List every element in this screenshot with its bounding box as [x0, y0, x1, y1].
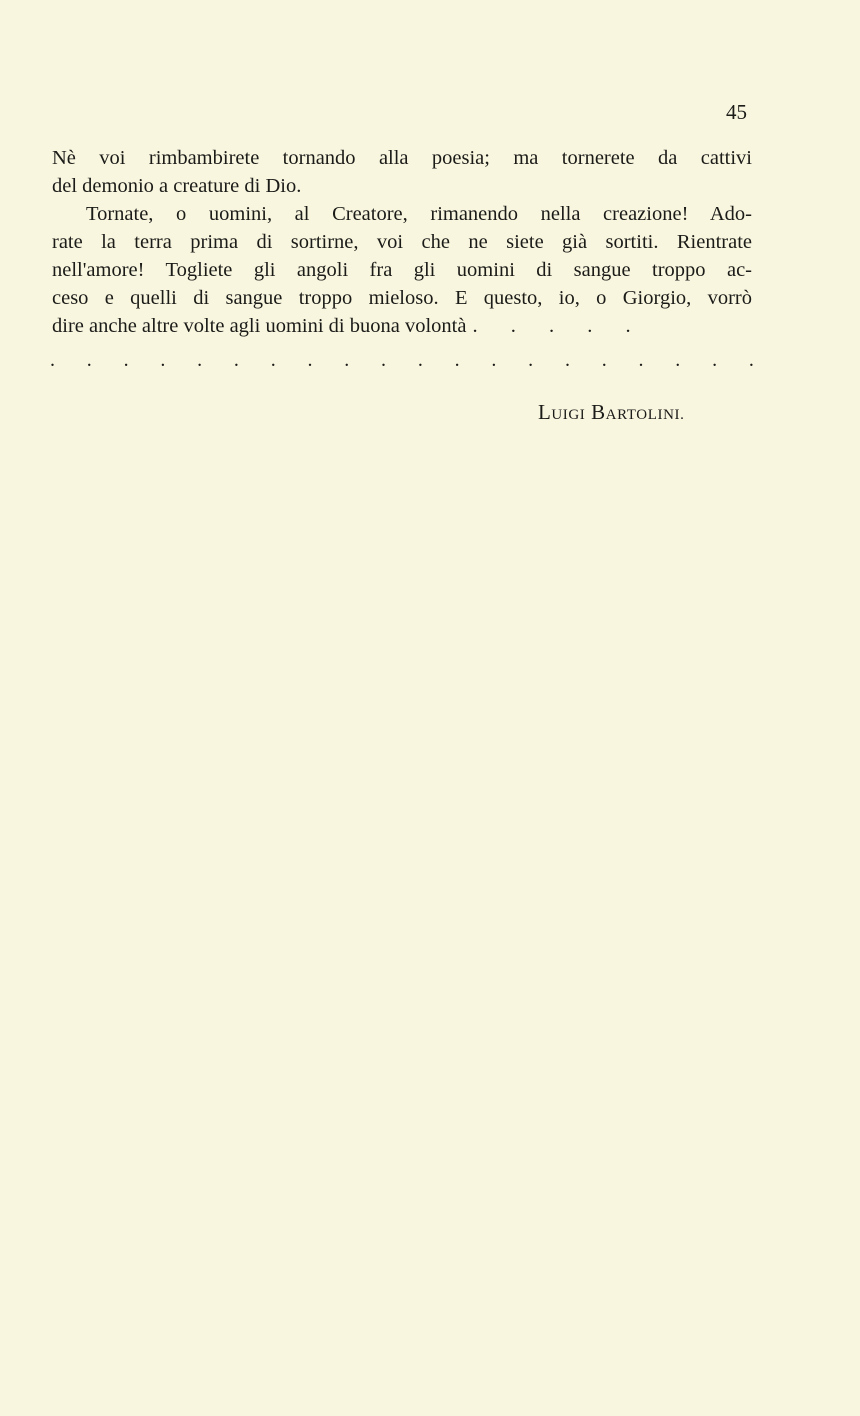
text-line: del demonio a creature di Dio.	[52, 175, 302, 197]
dot: .	[50, 349, 55, 371]
dot: .	[675, 349, 681, 371]
dot: .	[564, 349, 570, 371]
dot-leader-row	[50, 346, 754, 374]
text-line: Nè voi rimbambirete tornando alla poesia; ma tornerete da cattivi	[52, 147, 752, 169]
body-text	[52, 144, 752, 340]
dot: .	[491, 349, 497, 371]
dot: .	[454, 349, 460, 371]
dot: .	[123, 349, 129, 371]
dot: .	[197, 349, 203, 371]
signature-initial: L	[538, 400, 552, 424]
signature-initial: B	[591, 400, 606, 424]
dot: .	[86, 349, 92, 371]
dot: .	[344, 349, 350, 371]
dot: .	[233, 349, 239, 371]
dot: .	[160, 349, 166, 371]
page-number: 45	[726, 100, 747, 124]
text-line: ceso e quelli di sangue troppo mieloso. E questo, io, o Giorgio, vorrò	[52, 287, 752, 309]
signature-small-caps: UIGI	[551, 407, 586, 423]
signature-small-caps: ARTOLINI.	[605, 407, 685, 423]
dot: .	[528, 349, 534, 371]
dot: .	[601, 349, 607, 371]
text-line: Tornate, o uomini, al Creatore, rimanendo nella creazione! Ado-	[86, 203, 752, 225]
dot: .	[381, 349, 387, 371]
dot: .	[270, 349, 276, 371]
dot: .	[307, 349, 313, 371]
author-signature	[538, 398, 684, 429]
text-line: rate la terra prima di sortirne, voi che ne siete già sortiti. Rientrate	[52, 231, 752, 253]
text-line: dire anche altre volte agli uomini di buona volontà	[52, 315, 467, 337]
dot: .	[417, 349, 423, 371]
text-line-with-dots	[52, 312, 752, 340]
trailing-dots: . . . . .	[472, 315, 645, 337]
dot: .	[748, 349, 754, 371]
dot: .	[712, 349, 718, 371]
dot: .	[638, 349, 644, 371]
text-line: nell'amore! Togliete gli angoli fra gli uomini di sangue troppo ac-	[52, 259, 752, 281]
